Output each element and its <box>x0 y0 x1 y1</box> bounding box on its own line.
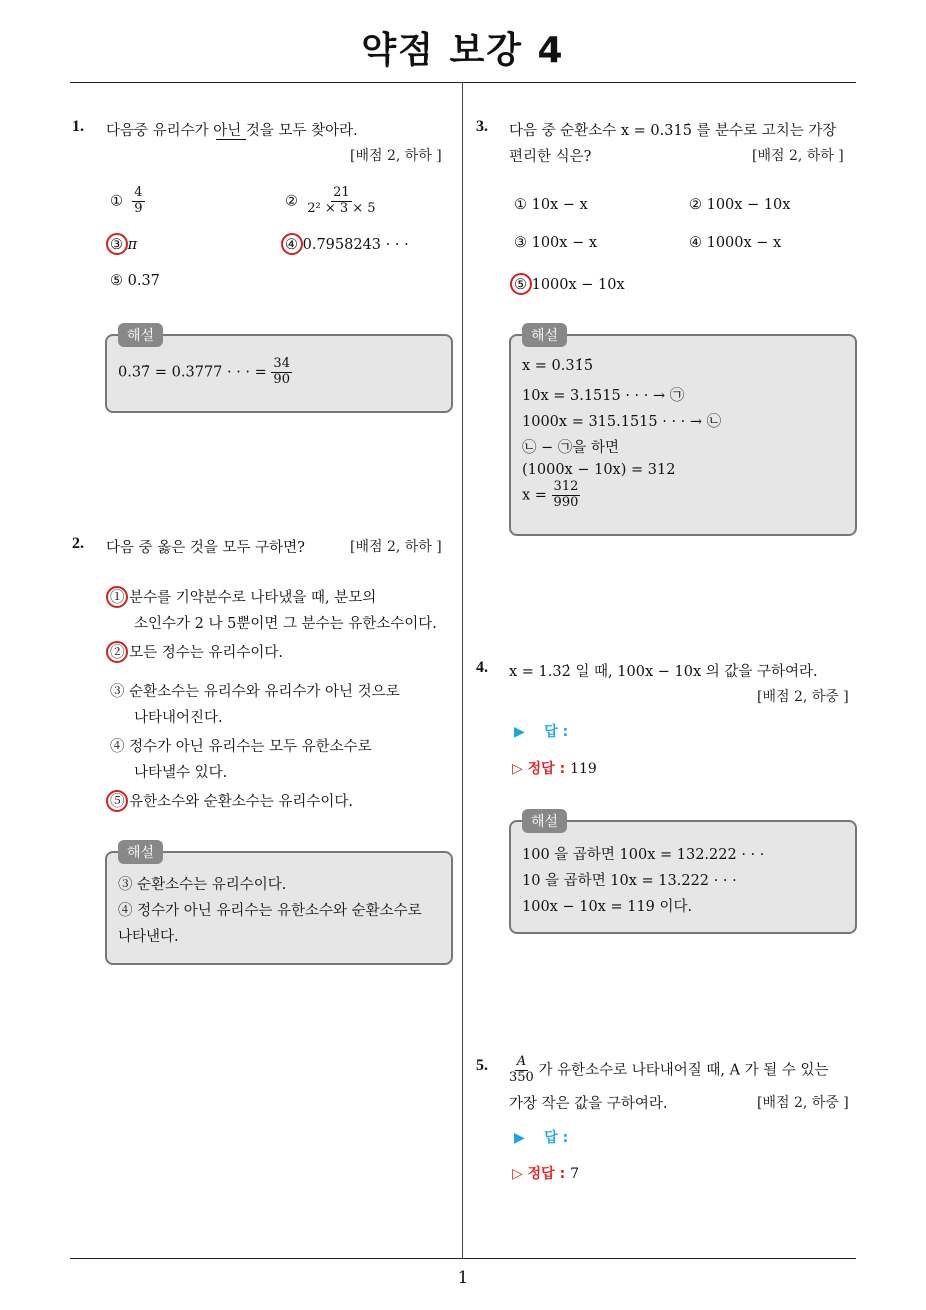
option-text: ② 모든 정수는 유리수이다. <box>110 645 284 661</box>
fraction-numerator: 21 <box>333 185 350 200</box>
option-3[interactable]: ③ 순환소수는 유리수와 유리수가 아닌 것으로 <box>110 684 400 700</box>
answer-label: 답 : <box>544 724 569 740</box>
page-title: 약점 보강 4 <box>361 30 565 71</box>
fraction-denominator: 90 <box>273 371 290 387</box>
page-number: 1 <box>457 1268 469 1288</box>
solution-expression: x = <box>522 487 547 504</box>
option-text: ⑤ 유한소수와 순환소수는 유리수이다. <box>110 794 354 810</box>
solution-line: x = 0.31̇5̇ <box>522 358 594 374</box>
top-rule <box>70 82 856 83</box>
fraction-denominator: 990 <box>553 494 579 510</box>
solution-tag: 해설 <box>118 323 163 347</box>
solution-line <box>522 480 580 511</box>
correct-answer-row <box>512 1163 579 1183</box>
selected-circle-icon <box>106 586 128 608</box>
option-5[interactable] <box>514 274 625 296</box>
solution-line: 1000x = 315.1515 · · · → ㉡ <box>522 414 722 430</box>
underline <box>216 139 246 140</box>
option-text: ① 분수를 기약분수로 나타냈을 때, 분모의 <box>110 590 377 606</box>
fraction-numerator: 4 <box>134 185 143 200</box>
solution-expression: 0.37̇ = 0.3777 · · · = <box>118 364 267 381</box>
score-label: [배점 2, 하중 ] <box>757 689 849 705</box>
solution-line: 100 을 곱하면 100x = 132.222 · · · <box>522 847 765 863</box>
question-number: 3. <box>476 118 488 135</box>
question-text-continued: 가장 작은 값을 구하여라. <box>509 1096 668 1112</box>
option-4[interactable]: ④ 정수가 아닌 유리수는 모두 유한소수로 <box>110 739 372 755</box>
solution-line: 100x − 10x = 119 이다. <box>522 899 693 915</box>
fraction <box>552 480 581 511</box>
solution-line: ㉡ − ㉠을 하면 <box>522 440 619 456</box>
correct-answer-row <box>512 758 597 778</box>
play-triangle-icon: ▶ <box>514 724 525 740</box>
option-marker: ④ <box>285 237 298 253</box>
option-text: ⑤ 1000x − 10x <box>514 277 625 293</box>
option-4-continued: 나타낼수 있다. <box>134 765 228 781</box>
option-1[interactable]: ① 10x − x <box>514 197 588 213</box>
selected-circle-icon <box>106 641 128 663</box>
correct-answer-label: 정답 : <box>527 761 566 777</box>
option-4[interactable]: ④ 1000x − x <box>689 235 782 251</box>
outline-triangle-icon: ▷ <box>512 761 523 777</box>
question-text-part: 가 유한소수로 나타내어질 때, A 가 될 수 있는 <box>538 1062 829 1079</box>
solution-line: 나타낸다. <box>118 929 179 945</box>
fraction-numerator: A <box>516 1054 527 1069</box>
selected-circle-icon <box>510 273 532 295</box>
correct-answer-value: 119 <box>570 761 597 777</box>
option-1-continued: 소인수가 2 나 5뿐이면 그 분수는 유한소수이다. <box>134 616 437 632</box>
solution-line: (1000x − 10x) = 312 <box>522 462 676 478</box>
correct-answer-label: 정답 : <box>527 1166 566 1182</box>
question-text: 다음 중 순환소수 x = 0.315̇ 를 분수로 고치는 가장 <box>509 123 837 139</box>
fraction <box>271 357 292 388</box>
question-number: 1. <box>72 118 84 135</box>
outline-triangle-icon: ▷ <box>512 1166 523 1182</box>
solution-line: ③ 순환소수는 유리수이다. <box>118 877 287 893</box>
fraction-denominator: 9 <box>134 200 143 216</box>
option-2[interactable] <box>285 186 376 217</box>
solution-tag: 해설 <box>118 840 163 864</box>
fraction-numerator: 34 <box>273 356 290 371</box>
answer-row[interactable] <box>514 721 568 741</box>
solution-line: ④ 정수가 아닌 유리수는 유한소수와 순환소수로 <box>118 903 422 919</box>
bottom-rule <box>70 1258 856 1259</box>
answer-row[interactable] <box>514 1127 568 1147</box>
selected-circle-icon <box>106 790 128 812</box>
question-text: 다음 중 옳은 것을 모두 구하면? <box>106 540 305 556</box>
selected-circle-icon <box>106 233 128 255</box>
question-number: 5. <box>476 1057 488 1074</box>
play-triangle-icon: ▶ <box>514 1130 525 1146</box>
column-divider <box>462 83 463 1259</box>
option-2[interactable]: ② 100x − 10x <box>689 197 791 213</box>
correct-answer-value: 7 <box>570 1166 579 1182</box>
score-label: [배점 2, 하중 ] <box>757 1095 849 1111</box>
option-value: 0.7958243 · · · <box>302 237 409 253</box>
option-1[interactable] <box>110 586 376 609</box>
solution-line <box>118 357 292 388</box>
question-number: 2. <box>72 535 84 552</box>
option-value: 0.37 <box>127 273 160 289</box>
question-text-continued: 편리한 식은? <box>509 149 592 165</box>
option-5[interactable] <box>110 273 160 289</box>
option-4[interactable] <box>285 234 409 256</box>
option-marker: ⑤ <box>110 273 123 289</box>
option-marker: ② <box>285 193 298 210</box>
score-label: [배점 2, 하하 ] <box>350 148 442 164</box>
fraction-denominator: 350 <box>509 1069 534 1085</box>
selected-circle-icon <box>281 233 303 255</box>
solution-tag: 해설 <box>522 323 567 347</box>
option-marker: ① <box>110 193 123 210</box>
question-number: 4. <box>476 659 488 676</box>
question-text: 다음중 유리수가 아닌 것을 모두 찾아라. <box>106 123 358 139</box>
option-2[interactable] <box>110 641 283 664</box>
fraction-denominator: 2² × 3 × 5 <box>307 200 376 216</box>
solution-line: 10x = 3.1515 · · · → ㉠ <box>522 388 685 404</box>
fraction-numerator: 312 <box>553 479 579 494</box>
score-label: [배점 2, 하하 ] <box>350 539 442 555</box>
option-5[interactable] <box>110 790 353 813</box>
solution-tag: 해설 <box>522 809 567 833</box>
solution-line: 10 을 곱하면 10x = 13.222 · · · <box>522 873 737 889</box>
option-1[interactable] <box>110 186 145 217</box>
option-value: π <box>127 237 138 253</box>
question-text <box>509 1055 829 1086</box>
question-text: x = 1.32̇ 일 때, 100x − 10x 의 값을 구하여라. <box>509 664 818 680</box>
option-3-continued: 나타내어진다. <box>134 710 223 726</box>
option-marker: ③ <box>110 237 123 253</box>
score-label: [배점 2, 하하 ] <box>752 148 844 164</box>
fraction <box>509 1055 534 1086</box>
fraction <box>132 186 144 217</box>
fraction <box>307 186 375 217</box>
answer-label: 답 : <box>544 1130 569 1146</box>
option-3[interactable]: ③ 100x − x <box>514 235 598 251</box>
option-3[interactable] <box>110 234 137 256</box>
